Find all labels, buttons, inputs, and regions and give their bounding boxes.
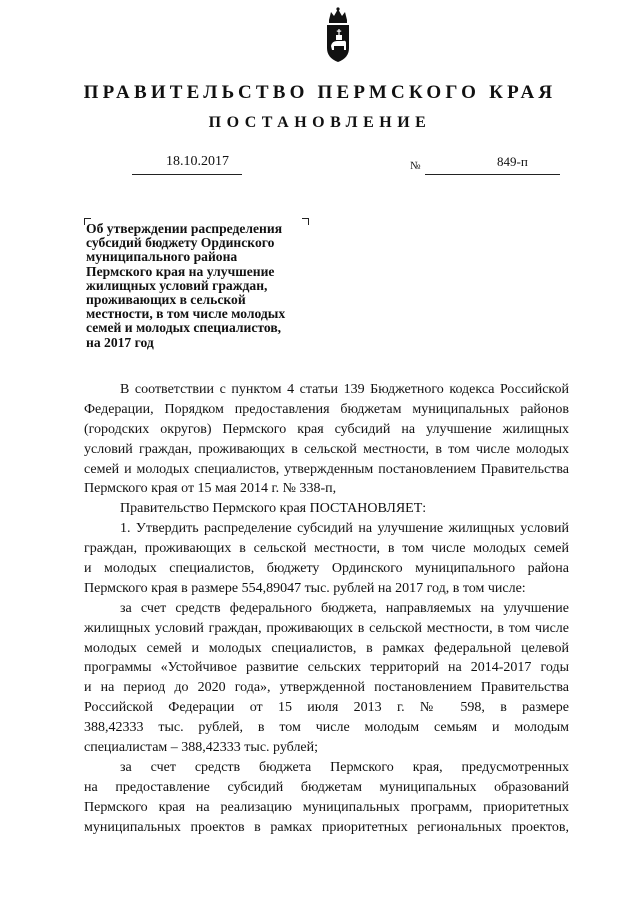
document-body <box>84 380 569 837</box>
body-line: 388,42333 тыс. рублей, в том числе молодым семьям и молодым <box>84 720 569 736</box>
heading-line: субсидий бюджету Ординского <box>86 235 275 251</box>
body-line: на предоставление субсидий бюджетам муниципальных образований <box>84 779 569 795</box>
document-number: 849-п <box>497 154 528 169</box>
body-line: программы «Устойчивое развитие сельских территорий на 2014-2017 годы <box>84 660 569 676</box>
body-line: и молодых специалистов, бюджету Ординского муниципального района <box>84 561 569 577</box>
document-heading <box>86 222 312 350</box>
body-line: Пермского края от 15 мая 2014 г. № 338-п, <box>84 481 337 497</box>
coat-of-arms-icon <box>318 6 358 66</box>
body-line: 1. Утвердить распределение субсидий на улучшение жилищных условий <box>120 521 569 537</box>
body-line: Российской Федерации от 15 июля 2013 г. № 598, в размере <box>84 700 569 716</box>
heading-line: жилищных условий граждан, <box>86 277 268 293</box>
heading-line: проживающих в сельской <box>86 292 246 308</box>
date-field <box>132 152 242 175</box>
body-line: В соответствии с пунктом 4 статьи 139 Бюджетного кодекса Российской <box>120 382 569 397</box>
body-line: Правительство Пермского края ПОСТАНОВЛЯЕТ: <box>120 501 427 517</box>
body-line: специалистам – 388,42333 тыс. рублей; <box>84 740 319 756</box>
number-field <box>425 152 560 175</box>
body-line: и на период до 2020 года», утвержденной постановлением Правительства <box>84 680 569 696</box>
body-line: Пермского края в размере 554,89047 тыс. рублей на 2017 год, в том числе: <box>84 580 526 596</box>
body-line: за счет средств федерального бюджета, направляемых на улучшение <box>120 600 569 616</box>
body-line: (городских округов) Пермского края субсидий на улучшение жилищных <box>84 421 569 437</box>
document-date: 18.10.2017 <box>166 154 229 169</box>
body-line: молодых семей и молодых специалистов, в рамках федеральной целевой <box>84 640 569 656</box>
heading-line: Об утверждении распределения <box>86 221 283 236</box>
heading-line: семей и молодых специалистов, <box>86 320 282 336</box>
body-line: жилищных условий граждан, проживающих в сельской местности, в том числе <box>84 620 569 636</box>
heading-line: на 2017 год <box>86 334 154 350</box>
body-line: семей и молодых специалистов, утвержденным постановлением Правительства <box>84 461 569 477</box>
number-sign: № <box>410 160 421 172</box>
body-line: муниципальных проектов в рамках приоритетных региональных проектов, <box>84 819 569 835</box>
heading-line: муниципального района <box>86 249 238 265</box>
body-line: граждан, проживающих в сельской местности, в том числе молодых семей <box>84 541 569 557</box>
body-line: Федерации, Порядком предоставления бюджетам муниципальных районов <box>84 401 569 417</box>
body-line: Пермского края на реализацию муниципальных программ, приоритетных <box>84 799 569 815</box>
organization-title: ПРАВИТЕЛЬСТВО ПЕРМСКОГО КРАЯ <box>83 82 557 103</box>
document-type: ПОСТАНОВЛЕНИЕ <box>208 114 432 131</box>
body-line: условий граждан, проживающих в сельской местности, в том числе молодых <box>84 441 569 457</box>
heading-line: Пермского края на улучшение <box>86 263 275 279</box>
heading-line: местности, в том числе молодых <box>86 306 286 322</box>
body-line: за счет средств бюджета Пермского края, предусмотренных <box>120 759 569 775</box>
